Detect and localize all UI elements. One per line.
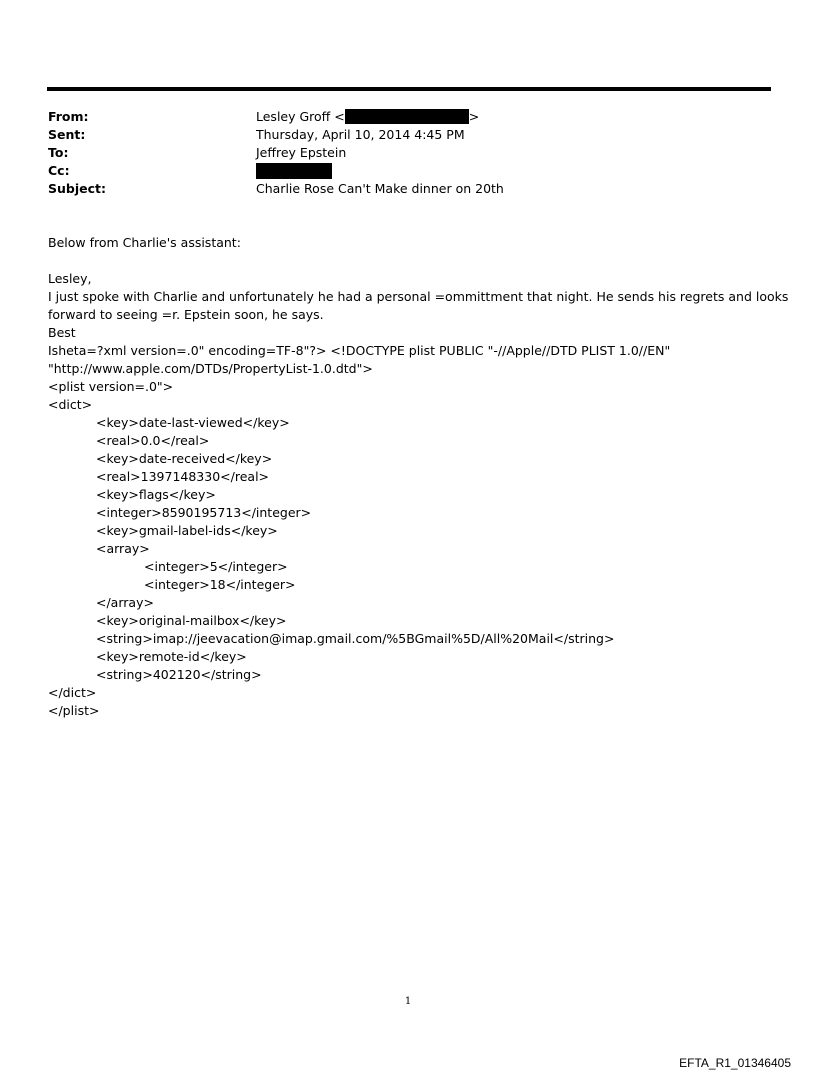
signoff-line: Best — [48, 325, 76, 340]
real-value-1: <real>0.0</real> — [96, 433, 210, 448]
string-mailbox: <string>imap://jeevacation@imap.gmail.com/%5BGmail%5D/All%20Mail</string> — [96, 631, 615, 646]
sent-value: Thursday, April 10, 2014 4:45 PM — [256, 127, 465, 142]
redacted-email-block — [345, 109, 469, 124]
plist-line-2: "http://www.apple.com/DTDs/PropertyList-1.0.dtd"> — [48, 361, 373, 376]
array-open: <array> — [96, 541, 150, 556]
key-gmail-label-ids: <key>gmail-label-ids</key> — [96, 523, 278, 538]
from-close-bracket: > — [468, 109, 480, 124]
dict-open: <dict> — [48, 397, 93, 412]
intro-line: Below from Charlie's assistant: — [48, 235, 241, 250]
blank-line — [48, 252, 768, 270]
bates-number: EFTA_R1_01346405 — [679, 1056, 791, 1070]
from-row — [48, 108, 768, 126]
email-body — [48, 234, 789, 720]
message-line-2: forward to seeing =r. Epstein soon, he says. — [48, 307, 324, 322]
subject-row — [48, 180, 768, 198]
sent-label: Sent: — [48, 127, 86, 142]
sent-row — [48, 126, 768, 144]
key-remote-id: <key>remote-id</key> — [96, 649, 247, 664]
header-rule — [47, 87, 771, 91]
email-header — [48, 108, 768, 198]
integer-5: <integer>5</integer> — [144, 559, 288, 574]
key-original-mailbox: <key>original-mailbox</key> — [96, 613, 287, 628]
cc-row — [48, 162, 768, 180]
integer-flags: <integer>8590195713</integer> — [96, 505, 312, 520]
to-value: Jeffrey Epstein — [256, 145, 347, 160]
subject-label: Subject: — [48, 181, 106, 196]
plist-close: </plist> — [48, 703, 100, 718]
from-name: Lesley Groff < — [256, 109, 345, 124]
integer-18: <integer>18</integer> — [144, 577, 296, 592]
redacted-cc-block — [256, 163, 332, 179]
subject-value: Charlie Rose Can't Make dinner on 20th — [256, 181, 504, 196]
from-value — [256, 108, 479, 126]
page-number: 1 — [404, 996, 412, 1007]
array-close: </array> — [96, 595, 154, 610]
to-row — [48, 144, 768, 162]
cc-label: Cc: — [48, 163, 70, 178]
dict-close: </dict> — [48, 685, 97, 700]
real-value-2: <real>1397148330</real> — [96, 469, 270, 484]
plist-line-1: Isheta=?xml version=.0" encoding=TF-8"?> <!DOCTYPE plist PUBLIC "-//Apple//DTD PLIST 1.0//EN" — [48, 343, 671, 358]
key-date-last-viewed: <key>date-last-viewed</key> — [96, 415, 290, 430]
message-line-1: I just spoke with Charlie and unfortunately he had a personal =ommittment that night. He sends his regrets and looks — [48, 289, 789, 304]
string-remote-id: <string>402120</string> — [96, 667, 262, 682]
to-label: To: — [48, 145, 69, 160]
greeting-line: Lesley, — [48, 271, 92, 286]
key-flags: <key>flags</key> — [96, 487, 216, 502]
from-label: From: — [48, 109, 89, 124]
plist-open: <plist version=.0"> — [48, 379, 174, 394]
key-date-received: <key>date-received</key> — [96, 451, 273, 466]
